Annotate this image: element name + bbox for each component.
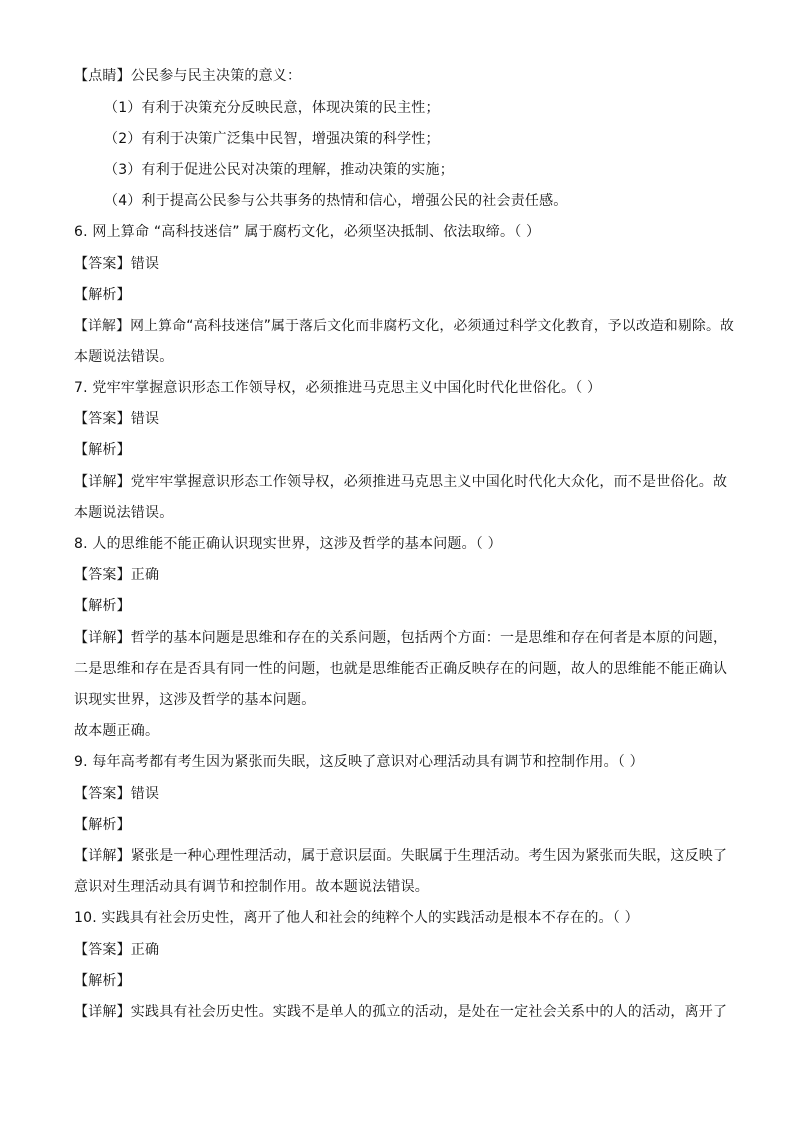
analysis-9-label: 【解析】 (74, 817, 131, 833)
note-heading: 【点睛】公民参与民主决策的意义： (74, 68, 302, 84)
analysis-10-label: 【解析】 (74, 973, 131, 989)
question-8: 8. 人的思维能不能正确认识现实世界，这涉及哲学的基本问题。（ ） (74, 536, 502, 552)
detail-7-line-1: 【详解】党牢牢掌握意识形态工作领导权，必须推进马克思主义中国化时代化大众化，而不是世俗化。故 (74, 474, 728, 490)
question-7: 7. 党牢牢掌握意识形态工作领导权，必须推进马克思主义中国化时代化世俗化。（ ） (74, 380, 602, 396)
detail-9-line-2: 意识对生理活动具有调节和控制作用。故本题说法错误。 (74, 879, 429, 895)
note-point-2: （2）有利于决策广泛集中民智，增强决策的科学性； (104, 131, 440, 147)
answer-8: 【答案】正确 (74, 567, 160, 583)
note-point-4: （4）利于提高公民参与公共事务的热情和信心，增强公民的社会责任感。 (104, 193, 568, 209)
detail-8-line-3: 识现实世界，这涉及哲学的基本问题。 (74, 692, 316, 708)
note-point-1: （1）有利于决策充分反映民意，体现决策的民主性； (104, 100, 440, 116)
answer-9: 【答案】错误 (74, 786, 160, 802)
note-point-3: （3）有利于促进公民对决策的理解，推动决策的实施； (104, 162, 454, 178)
analysis-6-label: 【解析】 (74, 287, 131, 303)
conclusion-8: 故本题正确。 (74, 723, 160, 739)
question-10: 10. 实践具有社会历史性，离开了他人和社会的纯粹个人的实践活动是根本不存在的。（ ） (74, 910, 639, 926)
answer-6: 【答案】错误 (74, 256, 160, 272)
detail-8-line-1: 【详解】哲学的基本问题是思维和存在的关系问题，包括两个方面：一是思维和存在何者是本原的问题， (74, 630, 728, 646)
detail-8-line-2: 二是思维和存在是否具有同一性的问题，也就是思维能否正确反映存在的问题，故人的思维能不能正确认 (74, 661, 728, 677)
detail-6-line-1: 【详解】网上算命“高科技迷信”属于落后文化而非腐朽文化，必须通过科学文化教育，予以改造和剔除。故 (74, 318, 735, 334)
detail-9-line-1: 【详解】紧张是一种心理性理活动，属于意识层面。失眠属于生理活动。考生因为紧张而失眠，这反映了 (74, 848, 728, 864)
detail-6-line-2: 本题说法错误。 (74, 349, 174, 365)
question-9: 9. 每年高考都有考生因为紧张而失眠，这反映了意识对心理活动具有调节和控制作用。（ ） (74, 754, 644, 770)
question-6: 6. 网上算命 “高科技迷信” 属于腐朽文化，必须坚决抵制、依法取缔。（ ） (74, 224, 541, 240)
answer-7: 【答案】错误 (74, 411, 160, 427)
analysis-7-label: 【解析】 (74, 442, 131, 458)
detail-10-line-1: 【详解】实践具有社会历史性。实践不是单人的孤立的活动，是处在一定社会关系中的人的活动，离开了 (74, 1004, 728, 1020)
analysis-8-label: 【解析】 (74, 598, 131, 614)
detail-7-line-2: 本题说法错误。 (74, 505, 174, 521)
answer-10: 【答案】正确 (74, 942, 160, 958)
